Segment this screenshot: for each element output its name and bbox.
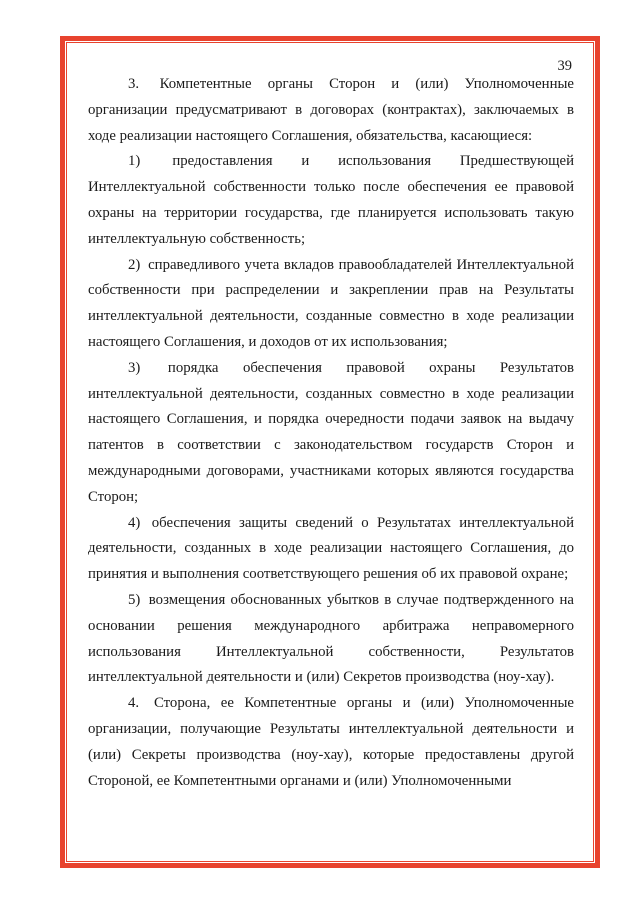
list-item-1: 1) предоставления и использования Предшествующей Интеллектуальной собственности только после обеспечения ее правовой охраны на территории государства, где планируется использовать такую интеллектуальную собственность;	[88, 153, 578, 247]
paragraph-3: 3. Компетентные органы Сторон и (или) Уполномоченные организации предусматривают в договорах (контрактах), заключаемых в ходе реализации настоящего Соглашения, обязательства, касающиеся:	[88, 76, 578, 144]
list-item-5: 5) возмещения обоснованных убытков в случае подтвержденного на основании решения международного арбитража неправомерного использования Интеллектуальной собственности, Результатов интеллектуальной деятельности и (или) Секретов производства (ноу-хау).	[88, 591, 578, 686]
paragraph-4: 4. Сторона, ее Компетентные органы и (или) Уполномоченные организации, получающие Результаты интеллектуальной деятельности и (или) Секреты производства (ноу-хау), которые предоставлены другой Стороной, ее Компетентными органами и (или) Уполномоченными	[88, 695, 578, 789]
list-item-4: 4) обеспечения защиты сведений о Результатах интеллектуальной деятельности, созданных в ходе реализации настоящего Соглашения, до принятия и выполнения соответствующего решения об их правовой охране;	[88, 514, 578, 583]
page-number: 39	[557, 58, 572, 74]
list-item-2: 2) справедливого учета вкладов правообладателей Интеллектуальной собственности при распределении и закреплении прав на Результаты интеллектуальной деятельности, созданные совместно в ходе реализации настоящего Соглашения, и доходов от их использования;	[88, 256, 578, 350]
document-body	[88, 72, 578, 794]
list-item-3: 3) порядка обеспечения правовой охраны Результатов интеллектуальной деятельности, созданных совместно в ходе реализации настоящего Соглашения, и порядка очередности подачи заявок на выдачу патентов в соответствии с законодательством государств Сторон и международными договорами, участниками которых являются государства Сторон;	[88, 359, 578, 505]
